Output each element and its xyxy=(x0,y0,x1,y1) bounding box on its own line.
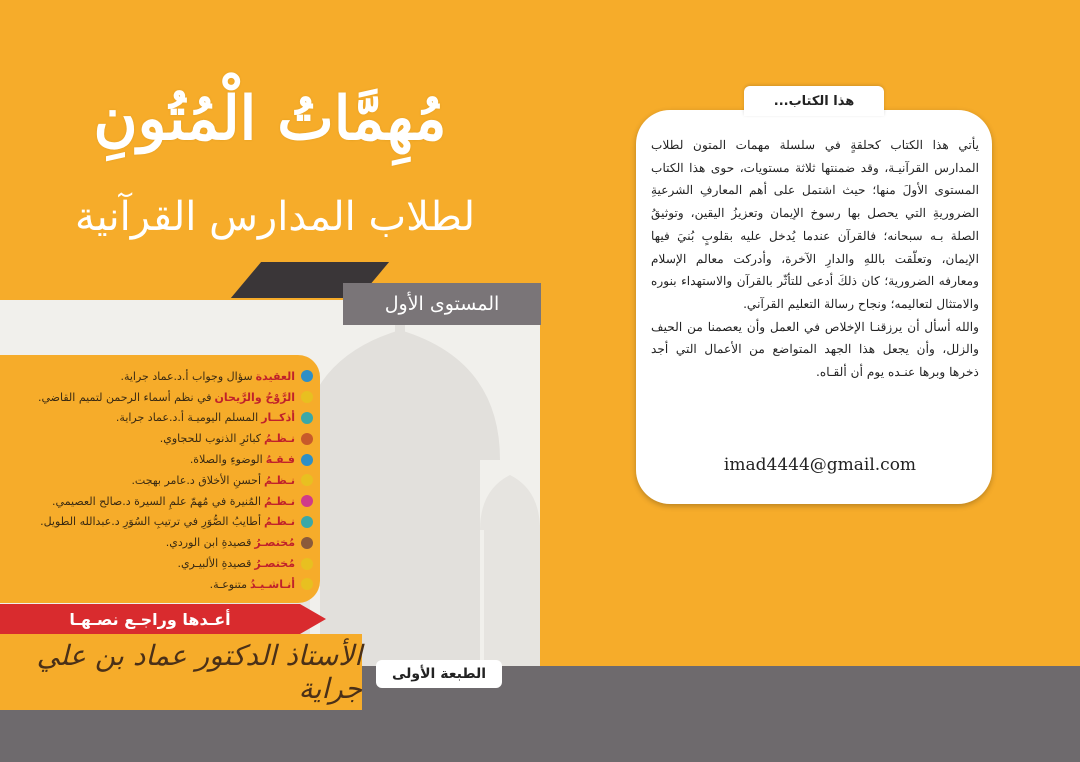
contents-item: فـقـهُ الوضوءِ والصلاة. xyxy=(10,449,313,470)
bullet-icon xyxy=(301,516,313,528)
bullet-icon xyxy=(301,474,313,486)
book-subtitle: لطلاب المدارس القرآنية xyxy=(75,194,475,240)
bullet-icon xyxy=(301,433,313,445)
contents-item: مُختصـرُ قصيدةِ ابن الوردي. xyxy=(10,532,313,553)
edition-label: الطبعة الأولى xyxy=(376,660,502,688)
back-paragraph-1: يأتي هذا الكتاب كحلقةٍ في سلسلة مهمات المتون لطلاب المدارس القرآنيـة، وقد ضمنتها ثلاثة مستويات، حوى هذا الكتاب المستوى الأولَ منها؛ حيث اشتمل على أهم المعارفِ الشرعيةِ الضروريةِ التي يحصل بها رسوخ الإيمان وتعزيزُ اليقين، وتوثيقُ الصلة بـه سبحانه؛ فالقرآن عندما يُدخل عليه بقلوبٍ بُنيَ فيها الإيمان، وتعلّقت باللهِ والدارِ الآخرة، وأدركت معالم الإسلام ومعارفه الضرورية؛ كان ذلكَ أدعى للتأثّر بالقرآن والاستهداء بنوره والامتثال لتعاليمه؛ ونجاح رسالة التعليم القرآني. xyxy=(651,138,979,311)
back-paragraph-2: والله أسأل أن يرزقنـا الإخلاص في العمل وأن يعصمنا من الحيف والزلل، وأن يجعل هذا الجهد المتواضع من الأعمال التي أجد ذخرها وبرها عنـده يوم أن ألقـاه. xyxy=(651,319,979,380)
bullet-icon xyxy=(301,495,313,507)
contents-item: أذكــار المسلم اليوميـة أ.د.عماد جراية. xyxy=(10,408,313,429)
contents-item: أنـاشـيـدُ متنوعـة. xyxy=(10,574,313,595)
contents-list xyxy=(10,366,313,595)
level-tab: المستوى الأول xyxy=(343,283,541,325)
contents-item: نـظـمُ أطايبُ الصُّوَرِ في ترتيبِ السُوَرِ د.عبدالله الطويل. xyxy=(10,512,313,533)
contents-item: نـظـمُ كبائرِ الذنوب للحجاوي. xyxy=(10,428,313,449)
bullet-icon xyxy=(301,370,313,382)
author-name: الأستاذ الدكتور عماد بن علي جراية xyxy=(0,634,362,710)
author-email: imad4444@gmail.com xyxy=(723,455,917,475)
contents-item: الرَّوْحُ والرَّيحان في نظم أسماء الرحمن لتميم القاضي. xyxy=(10,387,313,408)
book-title: مُهِمَّاتُ الْمُتُونِ xyxy=(93,84,447,154)
bullet-icon xyxy=(301,558,313,570)
contents-item: العقيدة سؤال وجواب أ.د.عماد جراية. xyxy=(10,366,313,387)
prepared-by-banner: أعـدها وراجـع نصـهـا xyxy=(0,604,300,634)
contents-item: مُختصـرُ قصيدةِ الألبيـري. xyxy=(10,553,313,574)
bullet-icon xyxy=(301,578,313,590)
bullet-icon xyxy=(301,454,313,466)
back-cover-text xyxy=(651,134,979,384)
bullet-icon xyxy=(301,537,313,549)
bullet-icon xyxy=(301,391,313,403)
back-cover-label: هذا الكتاب... xyxy=(744,86,884,116)
bullet-icon xyxy=(301,412,313,424)
contents-item: نـظـمُ أحسنِ الأخلاق د.عامر بهجت. xyxy=(10,470,313,491)
contents-item: نـظـمُ المُنيرة في مُهمّ علمِ السيرة د.صالح العصيمي. xyxy=(10,491,313,512)
